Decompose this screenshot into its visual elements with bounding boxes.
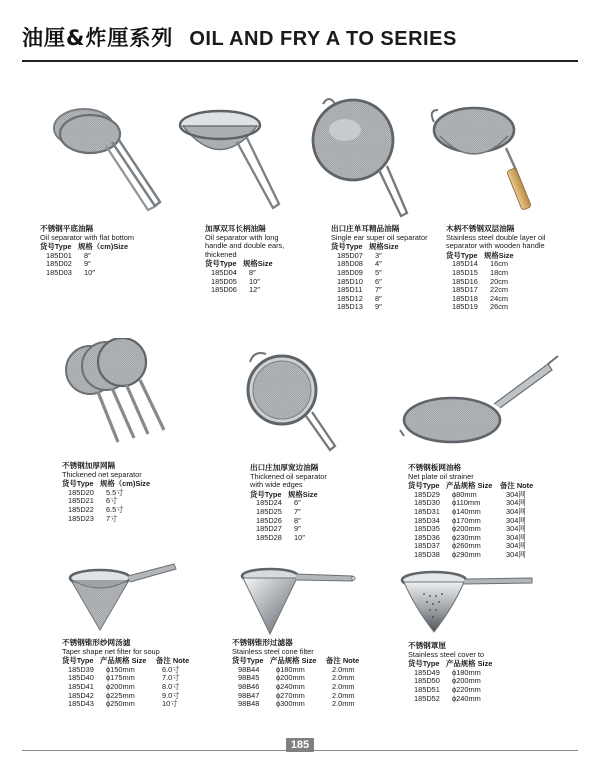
cell-size: 16cm bbox=[490, 259, 509, 269]
cell-size: ϕ140mm bbox=[452, 506, 481, 516]
product-info bbox=[408, 464, 578, 560]
cell-type: 185D26 bbox=[256, 515, 282, 525]
product-name-cn: 不锈钢罩厘 bbox=[408, 641, 446, 650]
net-plate-strainer-illustration bbox=[398, 350, 578, 456]
cell-type: 185D08 bbox=[337, 259, 363, 269]
product-info bbox=[205, 225, 297, 295]
product-name-en: Net plate oil strainer bbox=[408, 471, 474, 481]
product-name-cn: 出口庄单耳精品油隔 bbox=[331, 224, 400, 233]
cell-type: 185D27 bbox=[256, 524, 282, 534]
cell-size: 10″ bbox=[84, 267, 95, 277]
cell-size: ϕ180mm bbox=[276, 664, 305, 674]
cell-type: 185D12 bbox=[337, 293, 363, 303]
cell-type: 185D50 bbox=[414, 676, 440, 686]
cell-note: 7.0寸 bbox=[162, 673, 180, 683]
net-separator-set-illustration bbox=[62, 338, 182, 456]
cell-type: 185D03 bbox=[46, 267, 72, 277]
cell-size: ϕ250mm bbox=[106, 699, 135, 709]
product-name-cn: 出口庄加厚宽边油隔 bbox=[250, 463, 319, 472]
product-wide-edge-oil-separator bbox=[240, 346, 360, 542]
cell-size: 8″ bbox=[249, 267, 256, 277]
cell-type: 185D14 bbox=[452, 259, 478, 269]
column-type: 货号Type bbox=[446, 250, 478, 260]
cell-type: 185D13 bbox=[337, 302, 363, 312]
column-size: 规格Size bbox=[243, 259, 273, 269]
product-name-cn: 不锈钢板网油格 bbox=[408, 463, 462, 472]
cell-type: 98B46 bbox=[238, 681, 260, 691]
page-header bbox=[22, 22, 457, 54]
cell-type: 185D09 bbox=[337, 267, 363, 277]
table-row bbox=[68, 515, 182, 524]
column-type: 货号Type bbox=[62, 656, 94, 666]
cell-size: ϕ220mm bbox=[452, 684, 481, 694]
cell-size: ϕ200mm bbox=[452, 524, 481, 534]
cell-size: ϕ170mm bbox=[452, 515, 481, 525]
cell-size: ϕ200mm bbox=[452, 676, 481, 686]
table-row bbox=[238, 666, 382, 675]
cell-type: 185D35 bbox=[414, 524, 440, 534]
cell-size: 6.5寸 bbox=[106, 504, 124, 514]
cell-size: 5″ bbox=[375, 267, 382, 277]
product-info bbox=[232, 639, 382, 709]
product-name-en: Taper shape net filter for soup bbox=[62, 646, 160, 656]
cell-type: 185D01 bbox=[46, 250, 72, 260]
cell-type: 185D16 bbox=[452, 276, 478, 286]
column-type: 货号Type bbox=[205, 259, 237, 269]
cell-size: 5.5寸 bbox=[106, 487, 124, 497]
cell-type: 185D15 bbox=[452, 267, 478, 277]
taper-net-filter-illustration bbox=[62, 560, 192, 634]
cell-note: 2.0mm bbox=[332, 690, 355, 700]
table-row bbox=[256, 534, 360, 543]
column-type: 货号Type bbox=[250, 489, 282, 499]
cell-size: ϕ180mm bbox=[452, 667, 481, 677]
cell-size: 20cm bbox=[490, 276, 509, 286]
cell-size: 7″ bbox=[294, 506, 301, 516]
cell-size: 22cm bbox=[490, 285, 509, 295]
cell-type: 185D22 bbox=[68, 504, 94, 514]
column-size: 产品规格 Size bbox=[446, 659, 493, 669]
product-steel-cover-strainer bbox=[398, 566, 558, 716]
cell-note: 9.0寸 bbox=[162, 690, 180, 700]
column-size: 产品规格 Size bbox=[270, 656, 317, 666]
cell-size: 24cm bbox=[490, 293, 509, 303]
cell-type: 185D39 bbox=[68, 664, 94, 674]
column-type: 货号Type bbox=[331, 242, 363, 252]
cell-type: 185D41 bbox=[68, 681, 94, 691]
cell-size: 6″ bbox=[294, 498, 301, 508]
cell-size: 26cm bbox=[490, 302, 509, 312]
cell-size: 10″ bbox=[249, 276, 260, 286]
product-name-en: Single ear super oil separator bbox=[331, 232, 428, 242]
cell-type: 185D40 bbox=[68, 673, 94, 683]
cell-size: 3″ bbox=[375, 250, 382, 260]
cell-size: ϕ260mm bbox=[452, 541, 481, 551]
cell-type: 185D37 bbox=[414, 541, 440, 551]
cell-note: 10寸 bbox=[162, 699, 178, 709]
column-note: 备注 Note bbox=[156, 656, 190, 666]
cell-type: 185D51 bbox=[414, 684, 440, 694]
product-net-plate-oil-strainer bbox=[398, 350, 578, 559]
cell-size: 4″ bbox=[375, 259, 382, 269]
table-row bbox=[238, 674, 382, 683]
table-row bbox=[238, 683, 382, 692]
cell-size: 9″ bbox=[294, 524, 301, 534]
cell-size: 8″ bbox=[375, 293, 382, 303]
cell-type: 185D06 bbox=[211, 285, 237, 295]
column-size: 规格（cm)Size bbox=[100, 479, 151, 489]
product-name-cn: 不锈钢平底油隔 bbox=[40, 224, 94, 233]
cell-size: ϕ110mm bbox=[452, 498, 481, 508]
column-size: 规格（cm)Size bbox=[78, 242, 129, 252]
cell-size: ϕ225mm bbox=[106, 690, 135, 700]
column-note: 备注 Note bbox=[500, 481, 534, 491]
cell-type: 185D25 bbox=[256, 506, 282, 516]
product-name-en: Oil separator with flat bottom bbox=[40, 232, 135, 242]
column-size: 产品规格 Size bbox=[446, 481, 493, 491]
table-row bbox=[414, 551, 578, 560]
cell-size: 10″ bbox=[294, 532, 305, 542]
cell-size: 12″ bbox=[249, 285, 260, 295]
column-type: 货号Type bbox=[408, 659, 440, 669]
cell-type: 185D49 bbox=[414, 667, 440, 677]
product-name-en: Stainless steel double layer oil bbox=[446, 232, 546, 242]
product-name-en: with wide edges bbox=[250, 480, 303, 490]
cell-type: 185D11 bbox=[337, 285, 363, 295]
product-name-en: Thickened net separator bbox=[62, 469, 142, 479]
table-row bbox=[414, 695, 558, 704]
product-info bbox=[250, 464, 360, 542]
product-long-handle-oil-separator bbox=[175, 98, 295, 298]
cell-note: 2.0mm bbox=[332, 673, 355, 683]
cell-type: 98B48 bbox=[238, 699, 260, 709]
cell-type: 185D07 bbox=[337, 250, 363, 260]
cell-type: 185D23 bbox=[68, 513, 94, 523]
cell-type: 185D18 bbox=[452, 293, 478, 303]
column-type: 货号Type bbox=[40, 242, 72, 252]
wide-edge-strainer-illustration bbox=[240, 346, 360, 458]
product-name-en: Stainless steel cone filter bbox=[232, 646, 314, 656]
cell-size: 7寸 bbox=[106, 513, 118, 523]
series-title-cn: 油厘&炸厘系列 bbox=[22, 26, 174, 50]
cell-type: 98B45 bbox=[238, 673, 260, 683]
cell-type: 185D05 bbox=[211, 276, 237, 286]
cell-note: 8.0寸 bbox=[162, 681, 180, 691]
page-number: 185 bbox=[286, 738, 314, 752]
product-name-en: Stainless steel cover to bbox=[408, 649, 484, 659]
table-row bbox=[46, 269, 170, 278]
cell-size: ϕ240mm bbox=[452, 693, 481, 703]
cell-note: 2.0mm bbox=[332, 699, 355, 709]
table-row bbox=[452, 303, 576, 312]
cell-size: 9″ bbox=[84, 259, 91, 269]
header-divider bbox=[22, 60, 578, 62]
cone-filter-illustration bbox=[232, 562, 372, 638]
wooden-handle-strainer-illustration bbox=[426, 100, 556, 220]
cell-note: 304网 bbox=[506, 541, 526, 551]
cell-note: 304网 bbox=[506, 498, 526, 508]
cell-size: ϕ290mm bbox=[452, 549, 481, 559]
table-row bbox=[68, 700, 212, 709]
product-name-cn: 不锈钢锥形过滤器 bbox=[232, 638, 293, 647]
cell-type: 98B47 bbox=[238, 690, 260, 700]
cell-size: 8″ bbox=[294, 515, 301, 525]
cell-note: 304网 bbox=[506, 549, 526, 559]
table-row bbox=[238, 692, 382, 701]
cell-type: 185D20 bbox=[68, 487, 94, 497]
cell-type: 185D04 bbox=[211, 267, 237, 277]
cell-size: 7″ bbox=[375, 285, 382, 295]
cover-strainer-illustration bbox=[398, 566, 548, 638]
cell-note: 304网 bbox=[506, 524, 526, 534]
cell-type: 98B44 bbox=[238, 664, 260, 674]
cell-size: ϕ150mm bbox=[106, 664, 135, 674]
product-name-cn: 不锈钢加厚网隔 bbox=[62, 461, 116, 470]
cell-type: 185D29 bbox=[414, 489, 440, 499]
product-taper-soup-filter bbox=[62, 560, 212, 720]
product-thickened-net-separator bbox=[62, 338, 182, 528]
cell-size: ϕ300mm bbox=[276, 699, 305, 709]
cell-type: 185D30 bbox=[414, 498, 440, 508]
cell-type: 185D02 bbox=[46, 259, 72, 269]
cell-type: 185D21 bbox=[68, 496, 94, 506]
cell-type: 185D34 bbox=[414, 515, 440, 525]
double-ear-strainer-illustration bbox=[175, 98, 295, 218]
cell-type: 185D42 bbox=[68, 690, 94, 700]
product-info bbox=[62, 462, 182, 523]
cell-size: ϕ200mm bbox=[106, 681, 135, 691]
cell-size: 6寸 bbox=[106, 496, 118, 506]
product-wooden-handle-oil-separator bbox=[426, 100, 576, 315]
cell-note: 6.0寸 bbox=[162, 664, 180, 674]
cell-type: 185D28 bbox=[256, 532, 282, 542]
product-name-cn: 加厚双耳长柄油隔 bbox=[205, 224, 266, 233]
cell-size: 18cm bbox=[490, 267, 509, 277]
product-info bbox=[331, 225, 431, 312]
product-name-en: Oil separator with long bbox=[205, 232, 279, 242]
cell-size: ϕ175mm bbox=[106, 673, 135, 683]
single-ear-strainer-illustration bbox=[305, 92, 425, 224]
cell-note: 2.0mm bbox=[332, 664, 355, 674]
cell-size: ϕ270mm bbox=[276, 690, 305, 700]
product-single-ear-oil-separator bbox=[305, 92, 428, 312]
cell-size: 6″ bbox=[375, 276, 382, 286]
column-size: 规格Size bbox=[369, 242, 399, 252]
cell-type: 185D31 bbox=[414, 506, 440, 516]
series-title-en: OIL AND FRY A TO SERIES bbox=[189, 28, 457, 50]
product-info bbox=[62, 639, 212, 709]
cell-type: 185D52 bbox=[414, 693, 440, 703]
cell-size: ϕ240mm bbox=[276, 681, 305, 691]
cell-type: 185D19 bbox=[452, 302, 478, 312]
product-name-en: Thickened oil separator bbox=[250, 471, 327, 481]
product-cone-filter bbox=[232, 562, 382, 720]
cell-type: 185D17 bbox=[452, 285, 478, 295]
cell-size: ϕ80mm bbox=[452, 489, 477, 499]
cell-note: 304网 bbox=[506, 506, 526, 516]
product-name-en: thickened bbox=[205, 249, 237, 259]
table-row bbox=[238, 700, 382, 709]
cell-note: 2.0mm bbox=[332, 681, 355, 691]
flat-bottom-strainer-illustration bbox=[40, 98, 170, 218]
cell-size: ϕ200mm bbox=[276, 673, 305, 683]
cell-type: 185D38 bbox=[414, 549, 440, 559]
cell-type: 185D10 bbox=[337, 276, 363, 286]
product-name-en: separator with wooden handle bbox=[446, 241, 545, 251]
cell-size: 8″ bbox=[84, 250, 91, 260]
product-name-cn: 不锈钢锥形纱网汤滤 bbox=[62, 638, 131, 647]
table-row bbox=[337, 303, 431, 312]
cell-note: 304网 bbox=[506, 489, 526, 499]
product-name-en: handle and double ears, bbox=[205, 241, 285, 251]
cell-type: 185D36 bbox=[414, 532, 440, 542]
product-info bbox=[40, 225, 170, 278]
column-type: 货号Type bbox=[62, 479, 94, 489]
product-flat-bottom-oil-separator bbox=[40, 98, 170, 288]
table-row bbox=[211, 286, 297, 295]
column-type: 货号Type bbox=[232, 656, 264, 666]
cell-size: 9″ bbox=[375, 302, 382, 312]
cell-note: 304网 bbox=[506, 515, 526, 525]
cell-type: 185D43 bbox=[68, 699, 94, 709]
product-info bbox=[446, 225, 576, 312]
column-size: 规格Size bbox=[288, 489, 318, 499]
cell-size: ϕ230mm bbox=[452, 532, 481, 542]
product-name-cn: 木柄不锈钢双层油隔 bbox=[446, 224, 515, 233]
cell-type: 185D24 bbox=[256, 498, 282, 508]
column-size: 规格Size bbox=[484, 250, 514, 260]
column-type: 货号Type bbox=[408, 481, 440, 491]
product-info bbox=[408, 642, 558, 703]
cell-note: 304网 bbox=[506, 532, 526, 542]
column-note: 备注 Note bbox=[326, 656, 360, 666]
column-size: 产品规格 Size bbox=[100, 656, 147, 666]
